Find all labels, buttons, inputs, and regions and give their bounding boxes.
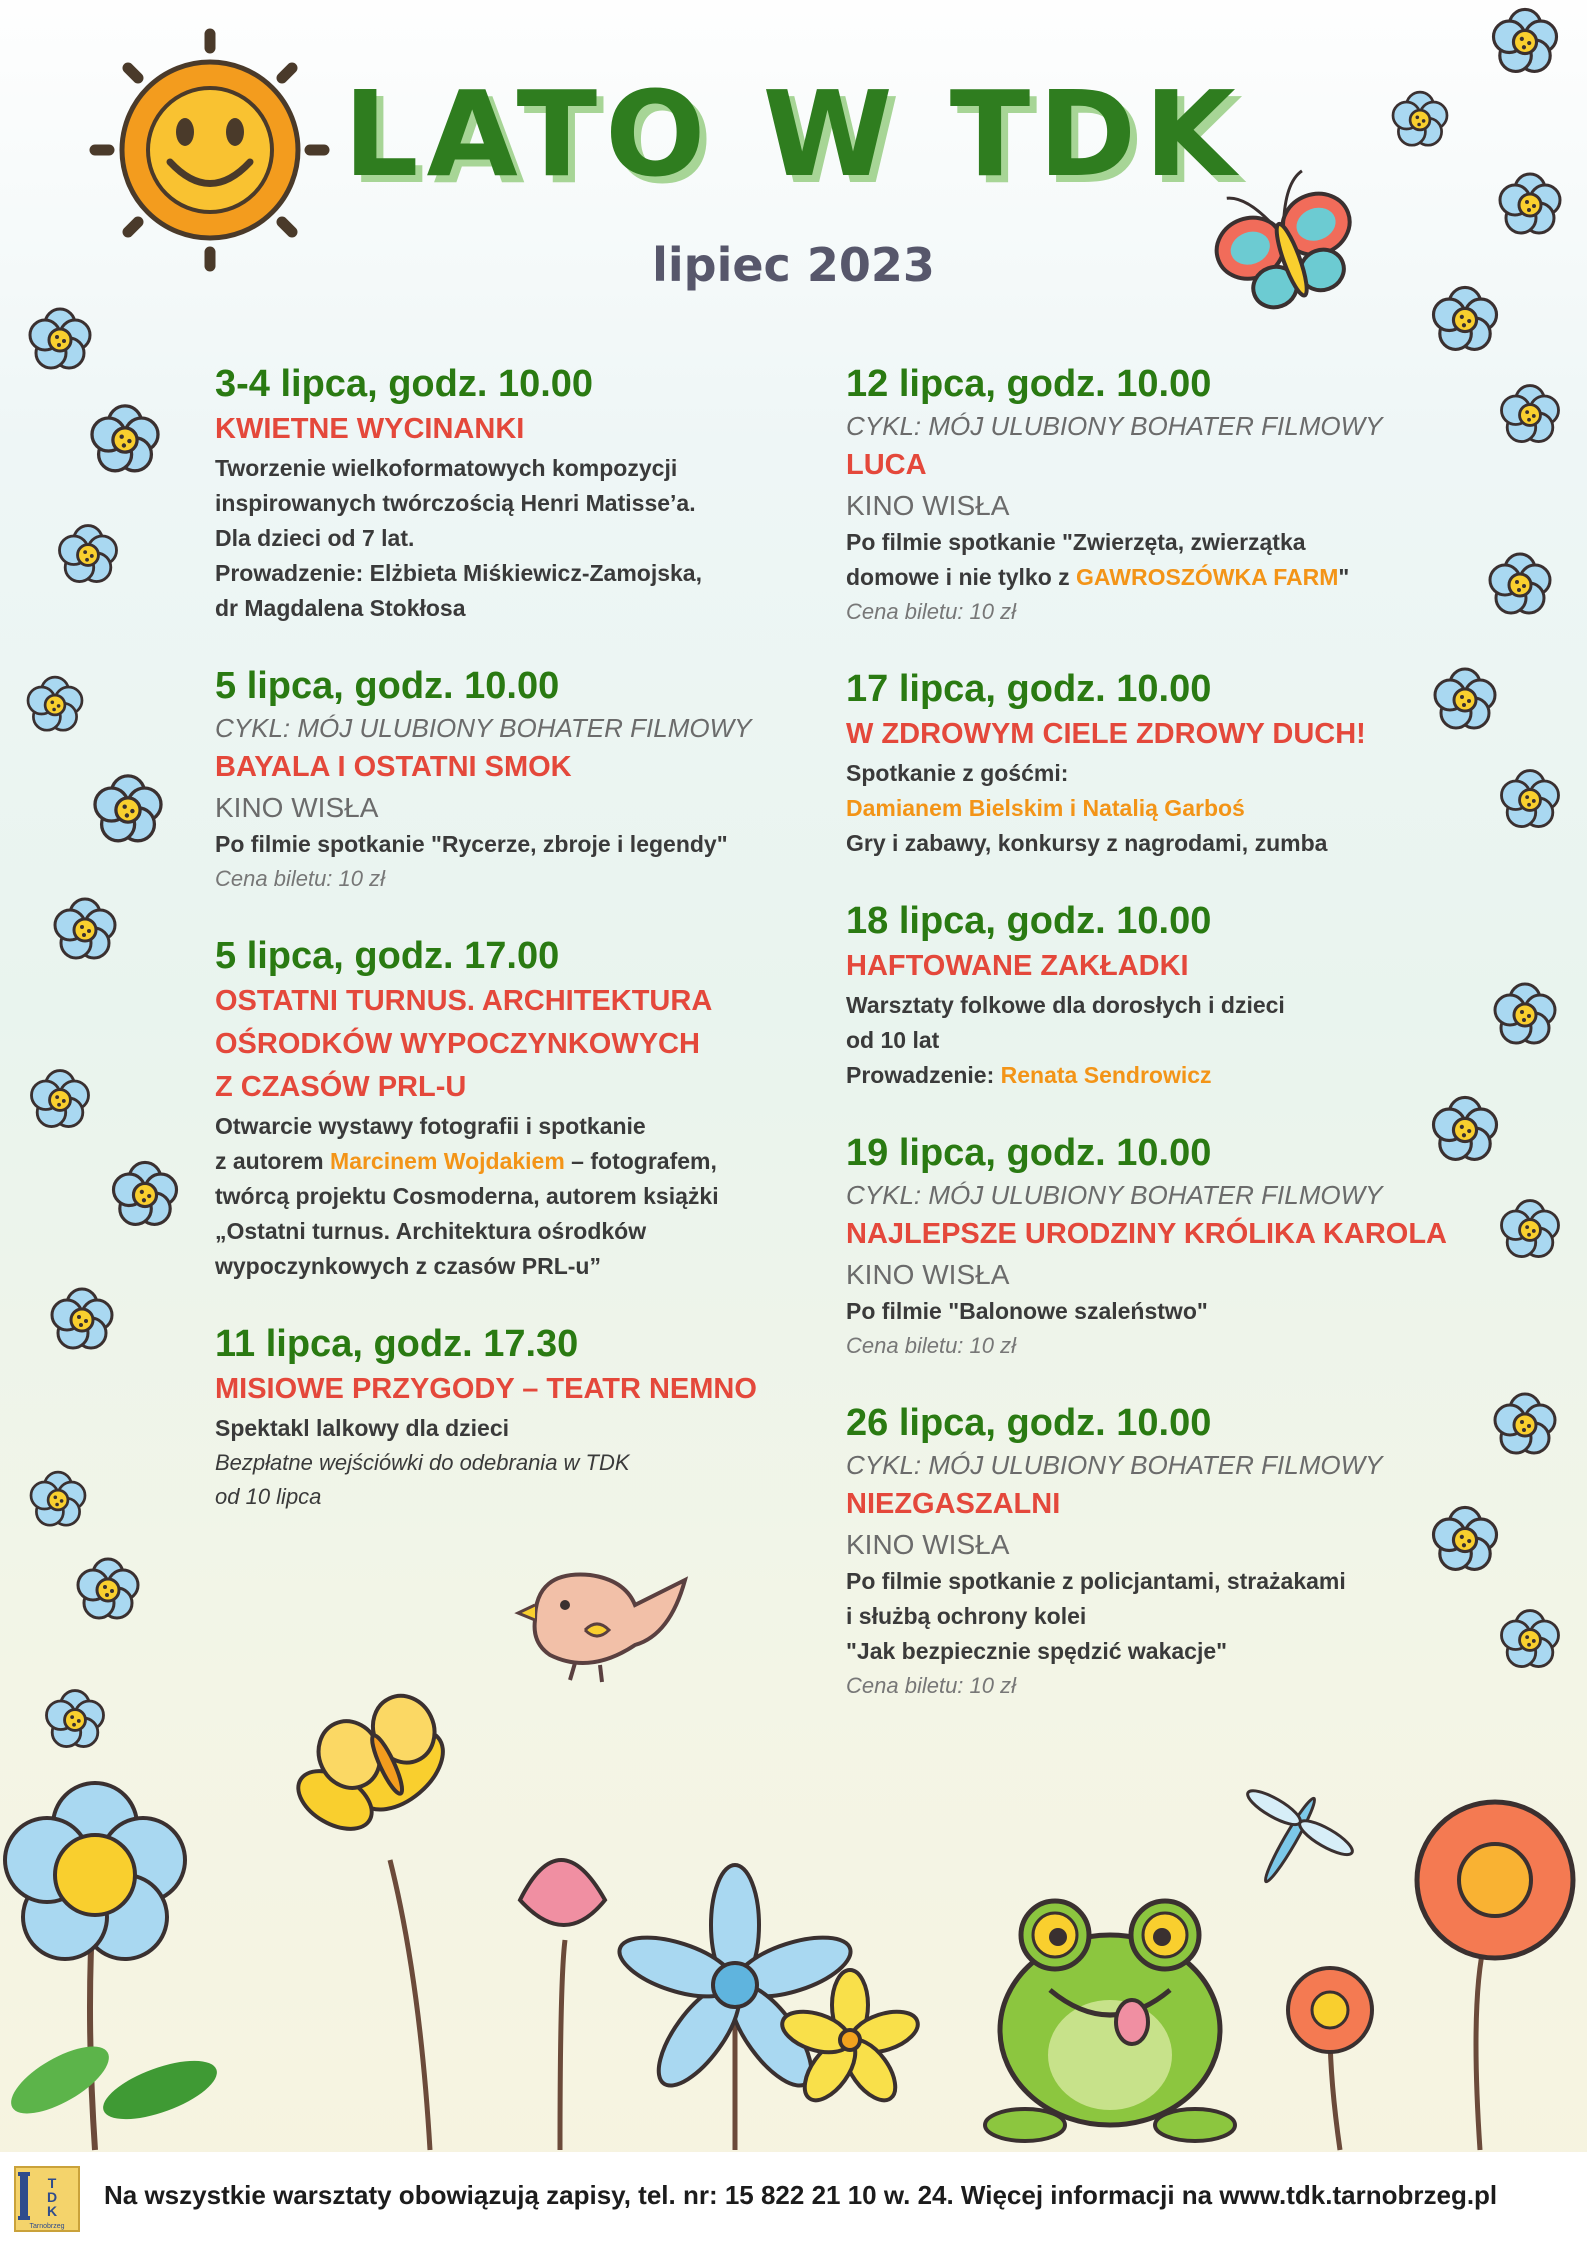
event-guests: Damianem Bielskim i Natalią Garboś (846, 795, 1245, 821)
event-card (846, 1129, 1486, 1363)
event-description: Spotkanie z gośćmi: (846, 760, 1069, 786)
event-description: Spektakl lalkowy dla dzieci (215, 1415, 510, 1441)
event-host: Prowadzenie: Elżbieta Miśkiewicz-Zamojska, (215, 560, 702, 586)
event-host (846, 1058, 1486, 1093)
event-date: 3-4 lipca, godz. 10.00 (215, 363, 594, 405)
event-title: LUCA (846, 449, 927, 481)
event-date: 26 lipca, godz. 10.00 (846, 1402, 1212, 1444)
event-date: 12 lipca, godz. 10.00 (846, 363, 1212, 405)
page-subtitle: lipiec 2023 (652, 238, 935, 292)
text-segment: z autorem (215, 1148, 331, 1174)
event-price: Cena biletu: 10 zł (846, 599, 1016, 624)
event-host: dr Magdalena Stokłosa (215, 595, 466, 621)
event-price: Cena biletu: 10 zł (215, 866, 385, 891)
event-title: NAJLEPSZE URODZINY KRÓLIKA KAROLA (846, 1218, 1447, 1250)
text-segment: " (1338, 564, 1350, 590)
event-card (846, 1399, 1486, 1703)
event-venue: KINO WISŁA (846, 490, 1010, 521)
highlight-name: GAWROSZÓWKA FARM (1076, 564, 1339, 590)
event-price: Cena biletu: 10 zł (846, 1673, 1016, 1698)
page-title: LATO W TDK (343, 65, 1244, 203)
event-description: od 10 lat (846, 1027, 940, 1053)
event-series: CYKL: MÓJ ULUBIONY BOHATER FILMOWY (846, 411, 1383, 441)
text-segment: domowe i nie tylko z (846, 564, 1077, 590)
event-card (846, 665, 1486, 861)
host-label: Prowadzenie: (846, 1062, 1001, 1088)
event-series: CYKL: MÓJ ULUBIONY BOHATER FILMOWY (215, 713, 752, 743)
event-card (215, 932, 815, 1284)
event-card (215, 662, 815, 896)
event-note: od 10 lipca (215, 1484, 322, 1509)
event-series: CYKL: MÓJ ULUBIONY BOHATER FILMOWY (846, 1450, 1383, 1480)
events-column-right (846, 360, 1486, 1739)
events-column-left (215, 360, 815, 1550)
event-date: 5 lipca, godz. 10.00 (215, 665, 560, 707)
event-description: Po filmie spotkanie "Zwierzęta, zwierzątka (846, 529, 1306, 555)
event-title: NIEZGASZALNI (846, 1488, 1061, 1520)
event-date: 17 lipca, godz. 10.00 (846, 668, 1212, 710)
event-date: 5 lipca, godz. 17.00 (215, 935, 560, 977)
event-date: 18 lipca, godz. 10.00 (846, 900, 1212, 942)
event-description: Gry i zabawy, konkursy z nagrodami, zumba (846, 830, 1328, 856)
flower-garden-decoration (1, 1686, 1573, 2150)
host-name: Renata Sendrowicz (1000, 1062, 1212, 1088)
frog-icon (985, 1901, 1235, 2141)
event-venue: KINO WISŁA (215, 792, 379, 823)
footer (0, 2152, 1587, 2245)
flower-border-left (28, 309, 177, 1747)
event-description: Tworzenie wielkoformatowych kompozycji (215, 455, 678, 481)
event-description: Otwarcie wystawy fotografii i spotkanie (215, 1113, 646, 1139)
event-venue: KINO WISŁA (846, 1529, 1010, 1560)
event-card (846, 897, 1486, 1093)
event-description: inspirowanych twórczością Henri Matisse’a. (215, 490, 696, 516)
event-description: Po filmie "Balonowe szaleństwo" (846, 1298, 1208, 1324)
event-note: Bezpłatne wejściówki do odebrania w TDK (215, 1450, 630, 1475)
svg-text:D: D (46, 2189, 58, 2205)
event-description (215, 1144, 815, 1179)
event-card (215, 1320, 815, 1514)
svg-text:T: T (47, 2175, 57, 2191)
event-series: CYKL: MÓJ ULUBIONY BOHATER FILMOWY (846, 1180, 1383, 1210)
event-title: MISIOWE PRZYGODY – TEATR NEMNO (215, 1373, 757, 1405)
event-date: 19 lipca, godz. 10.00 (846, 1132, 1212, 1174)
event-description: wypoczynkowych z czasów PRL-u” (215, 1253, 601, 1279)
event-title: BAYALA I OSTATNI SMOK (215, 751, 572, 783)
highlight-name: Marcinem Wojdakiem (330, 1148, 565, 1174)
text-segment: – fotografem, (564, 1148, 717, 1174)
event-description: Po filmie spotkanie z policjantami, strażakami (846, 1568, 1346, 1594)
event-title: KWIETNE WYCINANKI (215, 413, 525, 445)
event-title: OŚRODKÓW WYPOCZYNKOWYCH (215, 1028, 700, 1060)
event-description: „Ostatni turnus. Architektura ośrodków (215, 1218, 647, 1244)
event-card (215, 360, 815, 626)
svg-text:K: K (46, 2203, 58, 2219)
event-description: twórcą projektu Cosmoderna, autorem książki (215, 1183, 719, 1209)
event-description: "Jak bezpiecznie spędzić wakacje" (846, 1638, 1228, 1664)
event-date: 11 lipca, godz. 17.30 (215, 1323, 579, 1365)
svg-text:Tarnobrzeg: Tarnobrzeg (29, 2223, 65, 2230)
tdk-logo (14, 2166, 80, 2232)
event-description (846, 560, 1486, 595)
event-description: Warsztaty folkowe dla dorosłych i dzieci (846, 992, 1285, 1018)
event-price: Cena biletu: 10 zł (846, 1333, 1016, 1358)
event-title: Z CZASÓW PRL-U (215, 1071, 467, 1103)
event-title: OSTATNI TURNUS. ARCHITEKTURA (215, 985, 713, 1017)
event-description: Po filmie spotkanie "Rycerze, zbroje i legendy" (215, 831, 728, 857)
bird-icon (518, 1575, 685, 1682)
event-venue: KINO WISŁA (846, 1259, 1010, 1290)
event-title: W ZDROWYM CIELE ZDROWY DUCH! (846, 718, 1366, 750)
event-description: i służbą ochrony kolei (846, 1603, 1087, 1629)
footer-info: Na wszystkie warsztaty obowiązują zapisy, tel. nr: 15 822 21 10 w. 24. Więcej informacji na www.tdk.tarnobrzeg.pl (104, 2180, 1498, 2210)
event-description: Dla dzieci od 7 lat. (215, 525, 415, 551)
event-title: HAFTOWANE ZAKŁADKI (846, 950, 1189, 982)
event-card (846, 360, 1486, 629)
